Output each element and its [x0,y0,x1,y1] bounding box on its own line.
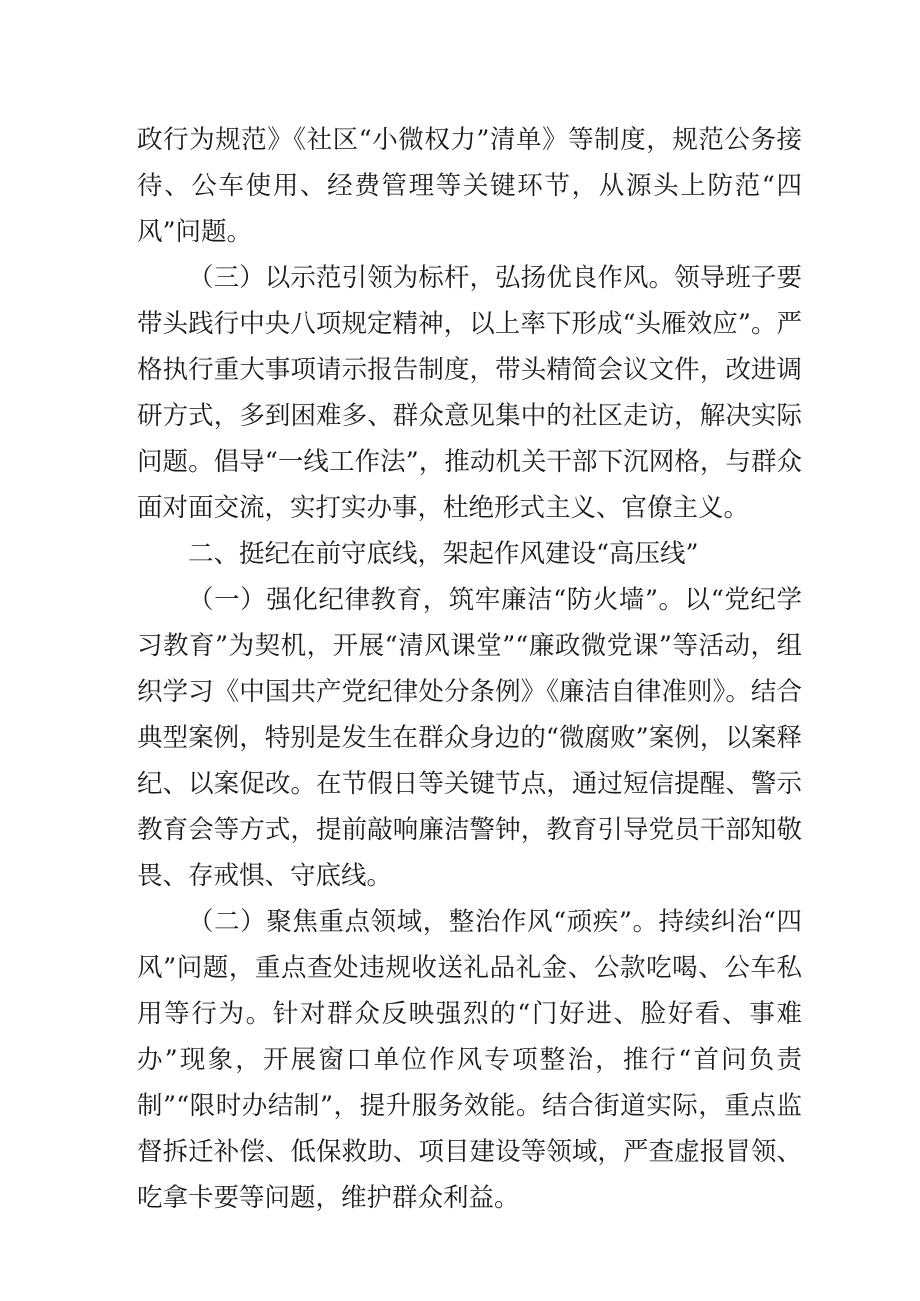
paragraph-subsection-2: （二）聚焦重点领域，整治作风“顽疾”。持续纠治“四风”问题，重点查处违规收送礼品礼金、公款吃喝、公车私用等行为。针对群众反映强烈的“门好进、脸好看、事难办”现象，开展窗口单位作风专项整治，推行“首问负责制”“限时办结制”，提升服务效能。结合街道实际，重点监督拆迁补偿、低保救助、项目建设等领域，严查虚报冒领、吃拿卡要等问题，维护群众利益。 [137,907,802,1213]
paragraph-section-3: （三）以示范引领为标杆，弘扬优良作风。领导班子要带头践行中央八项规定精神，以上率下形成“头雁效应”。严格执行重大事项请示报告制度，带头精简会议文件，改进调研方式，多到困难多、群众意见集中的社区走访，解决实际问题。倡导“一线工作法”，推动机关干部下沉网格，与群众面对面交流，实打实办事，杜绝形式主义、官僚主义。 [137,263,802,523]
section-heading-2: 二、挺纪在前守底线，架起作风建设“高压线” [188,539,699,569]
paragraph-continuation: 政行为规范》《社区“小微权力”清单》等制度，规范公务接待、公车使用、经费管理等关键环节，从源头上防范“四风”问题。 [137,125,802,247]
document-body [137,117,802,1221]
paragraph-subsection-1: （一）强化纪律教育，筑牢廉洁“防火墙”。以“党纪学习教育”为契机，开展“清风课堂”“廉政微党课”等活动，组织学习《中国共产党纪律处分条例》《廉洁自律准则》。结合典型案例，特别是发生在群众身边的“微腐败”案例，以案释纪、以案促改。在节假日等关键节点，通过短信提醒、警示教育会等方式，提前敲响廉洁警钟，教育引导党员干部知敬畏、存戒惧、守底线。 [137,585,802,891]
